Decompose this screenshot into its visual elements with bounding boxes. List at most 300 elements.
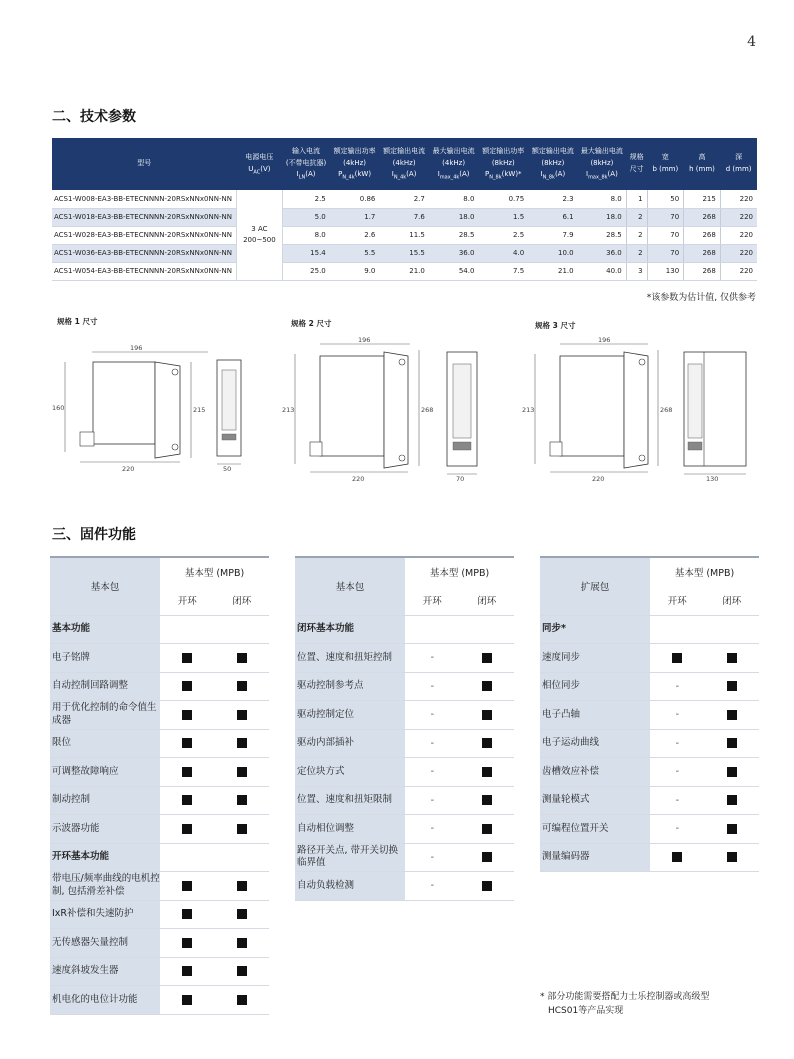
firmware-row [540, 758, 759, 787]
spec-value-cell: 2.3 [528, 190, 577, 208]
feature-supported-icon [160, 729, 214, 758]
firmware-function-label: 自动负载检测 [295, 872, 405, 901]
drawing-label-size3: 规格 3 尺寸 [535, 321, 576, 330]
spec-header-cell: 宽 b (mm) [647, 138, 684, 190]
firmware-row [295, 701, 514, 730]
feature-supported-icon [705, 644, 759, 673]
spec-model-cell: ACS1-W018-EA3-BB-ETECNNNN-20RSxNNx0NN-NN [52, 208, 236, 226]
spec-value-cell: 18.0 [429, 208, 479, 226]
spec-header-cell: 输入电流 (不带电抗器) $I_{LN}(A)$ [282, 138, 329, 190]
feature-supported-icon [160, 900, 214, 929]
spec-value-cell: 8.0 [282, 226, 329, 244]
filled-square-icon [237, 738, 247, 748]
spec-value-cell: 2.7 [379, 190, 428, 208]
firmware-row [540, 729, 759, 758]
spec-header-cell: 型号 [52, 138, 236, 190]
filled-square-icon [727, 681, 737, 691]
firmware-closed-loop-header: 闭环 [705, 586, 759, 615]
spec-header-cell: 高 h (mm) [684, 138, 721, 190]
filled-square-icon [727, 852, 737, 862]
filled-square-icon [237, 767, 247, 777]
feature-unsupported-dash: - [650, 815, 704, 844]
firmware-open-loop-header: 开环 [650, 586, 704, 615]
feature-supported-icon [215, 672, 269, 701]
firmware-note-line1: * 部分功能需要搭配力士乐控制器或高级型 [540, 992, 710, 1002]
spec-value-cell: 7.9 [528, 226, 577, 244]
firmware-note [540, 991, 709, 1018]
spec-value-cell: 36.0 [578, 244, 627, 262]
feature-unsupported-dash: - [405, 701, 459, 730]
spec-value-cell: 1.5 [478, 208, 528, 226]
spec-value-cell: 2 [626, 208, 647, 226]
drawing-label-size1: 规格 1 尺寸 [57, 317, 98, 326]
feature-supported-icon [215, 786, 269, 815]
firmware-function-label: 路径开关点, 带开关切换临界值 [295, 843, 405, 872]
spec-header-cell: 额定输出电流 (4kHz) $I_{N\_4k}(A)$ [379, 138, 428, 190]
dim-side-size3: 130 [706, 475, 719, 483]
filled-square-icon [727, 653, 737, 663]
dim-right-size1: 215 [193, 406, 206, 414]
filled-square-icon [482, 710, 492, 720]
firmware-row [295, 786, 514, 815]
spec-value-cell: 8.0 [578, 190, 627, 208]
filled-square-icon [237, 881, 247, 891]
feature-supported-icon [705, 815, 759, 844]
firmware-row [50, 615, 269, 644]
firmware-function-label: 电子运动曲线 [540, 729, 650, 758]
firmware-note-line2: HCS01等产品实现 [548, 1005, 624, 1016]
spec-value-cell: 70 [647, 208, 684, 226]
spec-value-cell: 7.5 [478, 262, 528, 280]
spec-value-cell: 21.0 [528, 262, 577, 280]
firmware-function-label: 自动相位调整 [295, 815, 405, 844]
feature-supported-icon [160, 872, 214, 901]
feature-unsupported-dash: - [650, 786, 704, 815]
dim-left-size2: 213 [282, 406, 295, 414]
filled-square-icon [482, 824, 492, 834]
spec-value-cell: 1.7 [330, 208, 380, 226]
spec-value-cell: 70 [647, 244, 684, 262]
firmware-function-label: 速度斜坡发生器 [50, 957, 160, 986]
spec-value-cell: 220 [720, 244, 757, 262]
feature-unsupported-dash: - [650, 758, 704, 787]
firmware-table-extension [540, 556, 759, 872]
firmware-row [50, 843, 269, 872]
firmware-function-label: 位置、速度和扭矩控制 [295, 644, 405, 673]
feature-supported-icon [215, 758, 269, 787]
firmware-function-label: 位置、速度和扭矩限制 [295, 786, 405, 815]
firmware-type-header: 基本型 (MPB) [650, 557, 759, 586]
spec-value-cell: 220 [720, 208, 757, 226]
firmware-function-label: 用于优化控制的命令值生成器 [50, 701, 160, 730]
firmware-row [50, 644, 269, 673]
dim-top-size3: 196 [598, 336, 611, 344]
spec-value-cell: 130 [647, 262, 684, 280]
spec-value-cell: 28.5 [578, 226, 627, 244]
spec-header-cell: 额定输出电流 (8kHz) $I_{N\_8k}(A)$ [528, 138, 577, 190]
spec-value-cell: 9.0 [330, 262, 380, 280]
filled-square-icon [672, 653, 682, 663]
drawing-size2 [280, 332, 485, 487]
spec-value-cell: 0.86 [330, 190, 380, 208]
spec-table [52, 138, 757, 281]
spec-value-cell: 70 [647, 226, 684, 244]
firmware-function-label: IxR补偿和失速防护 [50, 900, 160, 929]
spec-row [52, 262, 757, 280]
feature-supported-icon [160, 957, 214, 986]
feature-supported-icon [460, 872, 514, 901]
feature-unsupported-dash: - [405, 729, 459, 758]
filled-square-icon [727, 767, 737, 777]
spec-header-row [52, 138, 757, 190]
feature-supported-icon [650, 644, 704, 673]
firmware-row [50, 701, 269, 730]
firmware-row [295, 843, 514, 872]
firmware-header-row [540, 557, 759, 586]
feature-supported-icon [160, 786, 214, 815]
drawing-size1 [50, 340, 250, 475]
spec-header-cell: 规格 尺寸 [626, 138, 647, 190]
empty-cell [705, 615, 759, 644]
feature-supported-icon [460, 786, 514, 815]
firmware-row [540, 644, 759, 673]
spec-header-cell: 深 d (mm) [720, 138, 757, 190]
spec-value-cell: 11.5 [379, 226, 428, 244]
firmware-row [50, 986, 269, 1015]
feature-supported-icon [160, 672, 214, 701]
spec-value-cell: 1 [626, 190, 647, 208]
dim-bottom-size2: 220 [352, 475, 365, 483]
firmware-row [540, 843, 759, 872]
feature-supported-icon [160, 929, 214, 958]
dim-side-size2: 70 [456, 475, 465, 483]
empty-cell [405, 615, 459, 644]
firmware-function-label: 相位同步 [540, 672, 650, 701]
filled-square-icon [237, 710, 247, 720]
spec-header-cell: 额定输出功率 (4kHz) $P_{N\_4k}(kW)$ [330, 138, 380, 190]
spec-value-cell: 2.6 [330, 226, 380, 244]
firmware-type-header: 基本型 (MPB) [405, 557, 514, 586]
dim-left-size1: 160 [52, 404, 65, 412]
firmware-type-header: 基本型 (MPB) [160, 557, 269, 586]
feature-unsupported-dash: - [405, 644, 459, 673]
empty-cell [215, 615, 269, 644]
spec-value-cell: 7.6 [379, 208, 428, 226]
spec-value-cell: 268 [684, 208, 721, 226]
firmware-function-label: 测量编码器 [540, 843, 650, 872]
empty-cell [215, 843, 269, 872]
spec-voltage-cell: 3 AC 200~500 [236, 190, 282, 280]
firmware-package-header: 扩展包 [540, 557, 650, 615]
feature-supported-icon [215, 701, 269, 730]
filled-square-icon [182, 738, 192, 748]
spec-row [52, 190, 757, 208]
feature-supported-icon [460, 672, 514, 701]
spec-row [52, 226, 757, 244]
filled-square-icon [237, 909, 247, 919]
feature-supported-icon [160, 758, 214, 787]
feature-supported-icon [215, 957, 269, 986]
firmware-function-label: 驱动内部插补 [295, 729, 405, 758]
filled-square-icon [482, 738, 492, 748]
spec-model-cell: ACS1-W036-EA3-BB-ETECNNNN-20RSxNNx0NN-NN [52, 244, 236, 262]
firmware-row [50, 900, 269, 929]
firmware-closed-loop-header: 闭环 [215, 586, 269, 615]
firmware-row [295, 615, 514, 644]
dim-top-size2: 196 [358, 336, 371, 344]
filled-square-icon [237, 824, 247, 834]
firmware-function-label: 可编程位置开关 [540, 815, 650, 844]
empty-cell [160, 843, 214, 872]
spec-value-cell: 21.0 [379, 262, 428, 280]
dim-right-size2: 268 [421, 406, 434, 414]
spec-value-cell: 220 [720, 190, 757, 208]
firmware-function-label: 测量轮模式 [540, 786, 650, 815]
firmware-function-label: 制动控制 [50, 786, 160, 815]
spec-row [52, 244, 757, 262]
filled-square-icon [727, 824, 737, 834]
firmware-row [50, 957, 269, 986]
spec-value-cell: 8.0 [429, 190, 479, 208]
feature-supported-icon [460, 729, 514, 758]
spec-value-cell: 50 [647, 190, 684, 208]
firmware-function-label: 限位 [50, 729, 160, 758]
firmware-function-label: 速度同步 [540, 644, 650, 673]
dim-bottom-size3: 220 [592, 475, 605, 483]
spec-value-cell: 215 [684, 190, 721, 208]
page-number: 4 [747, 34, 756, 50]
firmware-function-label: 齿槽效应补偿 [540, 758, 650, 787]
filled-square-icon [237, 795, 247, 805]
filled-square-icon [182, 710, 192, 720]
feature-supported-icon [215, 644, 269, 673]
filled-square-icon [727, 738, 737, 748]
dim-left-size3: 213 [522, 406, 535, 414]
spec-header-cell: 最大输出电流 (8kHz) $I_{max\_8k}(A)$ [578, 138, 627, 190]
dim-side-size1: 50 [223, 465, 232, 473]
feature-supported-icon [160, 815, 214, 844]
spec-header-cell: 电源电压 $U_{AC}(V)$ [236, 138, 282, 190]
firmware-function-label: 机电化的电位计功能 [50, 986, 160, 1015]
spec-value-cell: 268 [684, 244, 721, 262]
section-title-specs: 二、技术参数 [52, 109, 136, 125]
filled-square-icon [482, 881, 492, 891]
spec-value-cell: 25.0 [282, 262, 329, 280]
filled-square-icon [182, 909, 192, 919]
feature-supported-icon [215, 815, 269, 844]
feature-supported-icon [215, 900, 269, 929]
spec-model-cell: ACS1-W028-EA3-BB-ETECNNNN-20RSxNNx0NN-NN [52, 226, 236, 244]
filled-square-icon [482, 795, 492, 805]
spec-value-cell: 4.0 [478, 244, 528, 262]
spec-value-cell: 36.0 [429, 244, 479, 262]
firmware-row [50, 929, 269, 958]
firmware-group-label: 同步* [540, 615, 650, 644]
spec-value-cell: 5.0 [282, 208, 329, 226]
feature-supported-icon [705, 786, 759, 815]
drawing-size3 [520, 332, 755, 487]
feature-supported-icon [160, 701, 214, 730]
firmware-function-label: 电子凸轴 [540, 701, 650, 730]
filled-square-icon [482, 767, 492, 777]
filled-square-icon [182, 681, 192, 691]
firmware-row [295, 872, 514, 901]
feature-unsupported-dash: - [405, 872, 459, 901]
feature-supported-icon [705, 672, 759, 701]
spec-value-cell: 54.0 [429, 262, 479, 280]
firmware-function-label: 示波器功能 [50, 815, 160, 844]
firmware-header-row [295, 557, 514, 586]
firmware-function-label: 电子铭牌 [50, 644, 160, 673]
filled-square-icon [482, 681, 492, 691]
spec-value-cell: 0.75 [478, 190, 528, 208]
feature-supported-icon [705, 758, 759, 787]
firmware-row [295, 815, 514, 844]
section-title-firmware: 三、固件功能 [52, 527, 136, 543]
firmware-row [295, 758, 514, 787]
filled-square-icon [182, 824, 192, 834]
drawing-label-size2: 规格 2 尺寸 [291, 319, 332, 328]
spec-value-cell: 15.4 [282, 244, 329, 262]
spec-value-cell: 220 [720, 226, 757, 244]
firmware-function-label: 自动控制回路调整 [50, 672, 160, 701]
spec-value-cell: 6.1 [528, 208, 577, 226]
feature-supported-icon [215, 929, 269, 958]
spec-value-cell: 28.5 [429, 226, 479, 244]
spec-value-cell: 2.5 [478, 226, 528, 244]
feature-unsupported-dash: - [650, 729, 704, 758]
spec-value-cell: 15.5 [379, 244, 428, 262]
spec-value-cell: 40.0 [578, 262, 627, 280]
feature-supported-icon [460, 758, 514, 787]
feature-supported-icon [215, 729, 269, 758]
spec-value-cell: 268 [684, 226, 721, 244]
firmware-row [540, 701, 759, 730]
firmware-row [295, 729, 514, 758]
firmware-table-basic [50, 556, 269, 1015]
filled-square-icon [482, 852, 492, 862]
dim-right-size3: 268 [660, 406, 673, 414]
spec-header-cell: 额定输出功率 (8kHz) $P_{N\_8k}(kW)*$ [478, 138, 528, 190]
filled-square-icon [672, 852, 682, 862]
filled-square-icon [182, 653, 192, 663]
firmware-group-label: 闭环基本功能 [295, 615, 405, 644]
spec-model-cell: ACS1-W008-EA3-BB-ETECNNNN-20RSxNNx0NN-NN [52, 190, 236, 208]
spec-value-cell: 10.0 [528, 244, 577, 262]
firmware-package-header: 基本包 [50, 557, 160, 615]
firmware-package-header: 基本包 [295, 557, 405, 615]
feature-unsupported-dash: - [405, 815, 459, 844]
feature-supported-icon [705, 701, 759, 730]
filled-square-icon [182, 767, 192, 777]
filled-square-icon [237, 995, 247, 1005]
feature-unsupported-dash: - [405, 672, 459, 701]
firmware-group-label: 基本功能 [50, 615, 160, 644]
firmware-function-label: 无传感器矢量控制 [50, 929, 160, 958]
filled-square-icon [482, 653, 492, 663]
filled-square-icon [182, 938, 192, 948]
feature-supported-icon [160, 986, 214, 1015]
filled-square-icon [727, 710, 737, 720]
feature-supported-icon [705, 729, 759, 758]
feature-supported-icon [215, 986, 269, 1015]
firmware-function-label: 定位块方式 [295, 758, 405, 787]
firmware-row [540, 815, 759, 844]
filled-square-icon [727, 795, 737, 805]
filled-square-icon [237, 938, 247, 948]
firmware-function-label: 驱动控制参考点 [295, 672, 405, 701]
empty-cell [650, 615, 704, 644]
feature-unsupported-dash: - [650, 701, 704, 730]
firmware-row [295, 672, 514, 701]
feature-supported-icon [460, 701, 514, 730]
feature-supported-icon [650, 843, 704, 872]
firmware-row [50, 672, 269, 701]
spec-note: *该参数为估计值, 仅供参考 [646, 293, 756, 303]
firmware-closed-loop-header: 闭环 [460, 586, 514, 615]
feature-unsupported-dash: - [405, 758, 459, 787]
spec-value-cell: 268 [684, 262, 721, 280]
firmware-row [540, 672, 759, 701]
spec-value-cell: 5.5 [330, 244, 380, 262]
spec-value-cell: 3 [626, 262, 647, 280]
firmware-row [540, 615, 759, 644]
filled-square-icon [237, 653, 247, 663]
spec-header-cell: 最大输出电流 (4kHz) $I_{max\_4k}(A)$ [429, 138, 479, 190]
firmware-row [50, 729, 269, 758]
dim-bottom-size1: 220 [122, 465, 135, 473]
feature-unsupported-dash: - [650, 672, 704, 701]
firmware-function-label: 可调整故障响应 [50, 758, 160, 787]
firmware-open-loop-header: 开环 [160, 586, 214, 615]
spec-value-cell: 2 [626, 244, 647, 262]
firmware-open-loop-header: 开环 [405, 586, 459, 615]
feature-supported-icon [160, 644, 214, 673]
filled-square-icon [237, 681, 247, 691]
firmware-row [50, 786, 269, 815]
spec-value-cell: 2 [626, 226, 647, 244]
feature-supported-icon [705, 843, 759, 872]
spec-model-cell: ACS1-W054-EA3-BB-ETECNNNN-20RSxNNx0NN-NN [52, 262, 236, 280]
firmware-row [540, 786, 759, 815]
firmware-header-row [50, 557, 269, 586]
filled-square-icon [237, 966, 247, 976]
firmware-row [50, 815, 269, 844]
filled-square-icon [182, 966, 192, 976]
firmware-function-label: 驱动控制定位 [295, 701, 405, 730]
empty-cell [460, 615, 514, 644]
empty-cell [160, 615, 214, 644]
feature-unsupported-dash: - [405, 843, 459, 872]
spec-row [52, 208, 757, 226]
filled-square-icon [182, 995, 192, 1005]
filled-square-icon [182, 795, 192, 805]
feature-supported-icon [460, 815, 514, 844]
feature-supported-icon [215, 872, 269, 901]
dim-top-size1: 196 [130, 344, 143, 352]
firmware-row [295, 644, 514, 673]
firmware-row [50, 872, 269, 901]
firmware-function-label: 带电压/频率曲线的电机控制, 包括滑差补偿 [50, 872, 160, 901]
spec-value-cell: 220 [720, 262, 757, 280]
feature-supported-icon [460, 843, 514, 872]
firmware-table-closed-loop [295, 556, 514, 901]
firmware-row [50, 758, 269, 787]
filled-square-icon [182, 881, 192, 891]
spec-value-cell: 2.5 [282, 190, 329, 208]
feature-unsupported-dash: - [405, 786, 459, 815]
firmware-group-label: 开环基本功能 [50, 843, 160, 872]
